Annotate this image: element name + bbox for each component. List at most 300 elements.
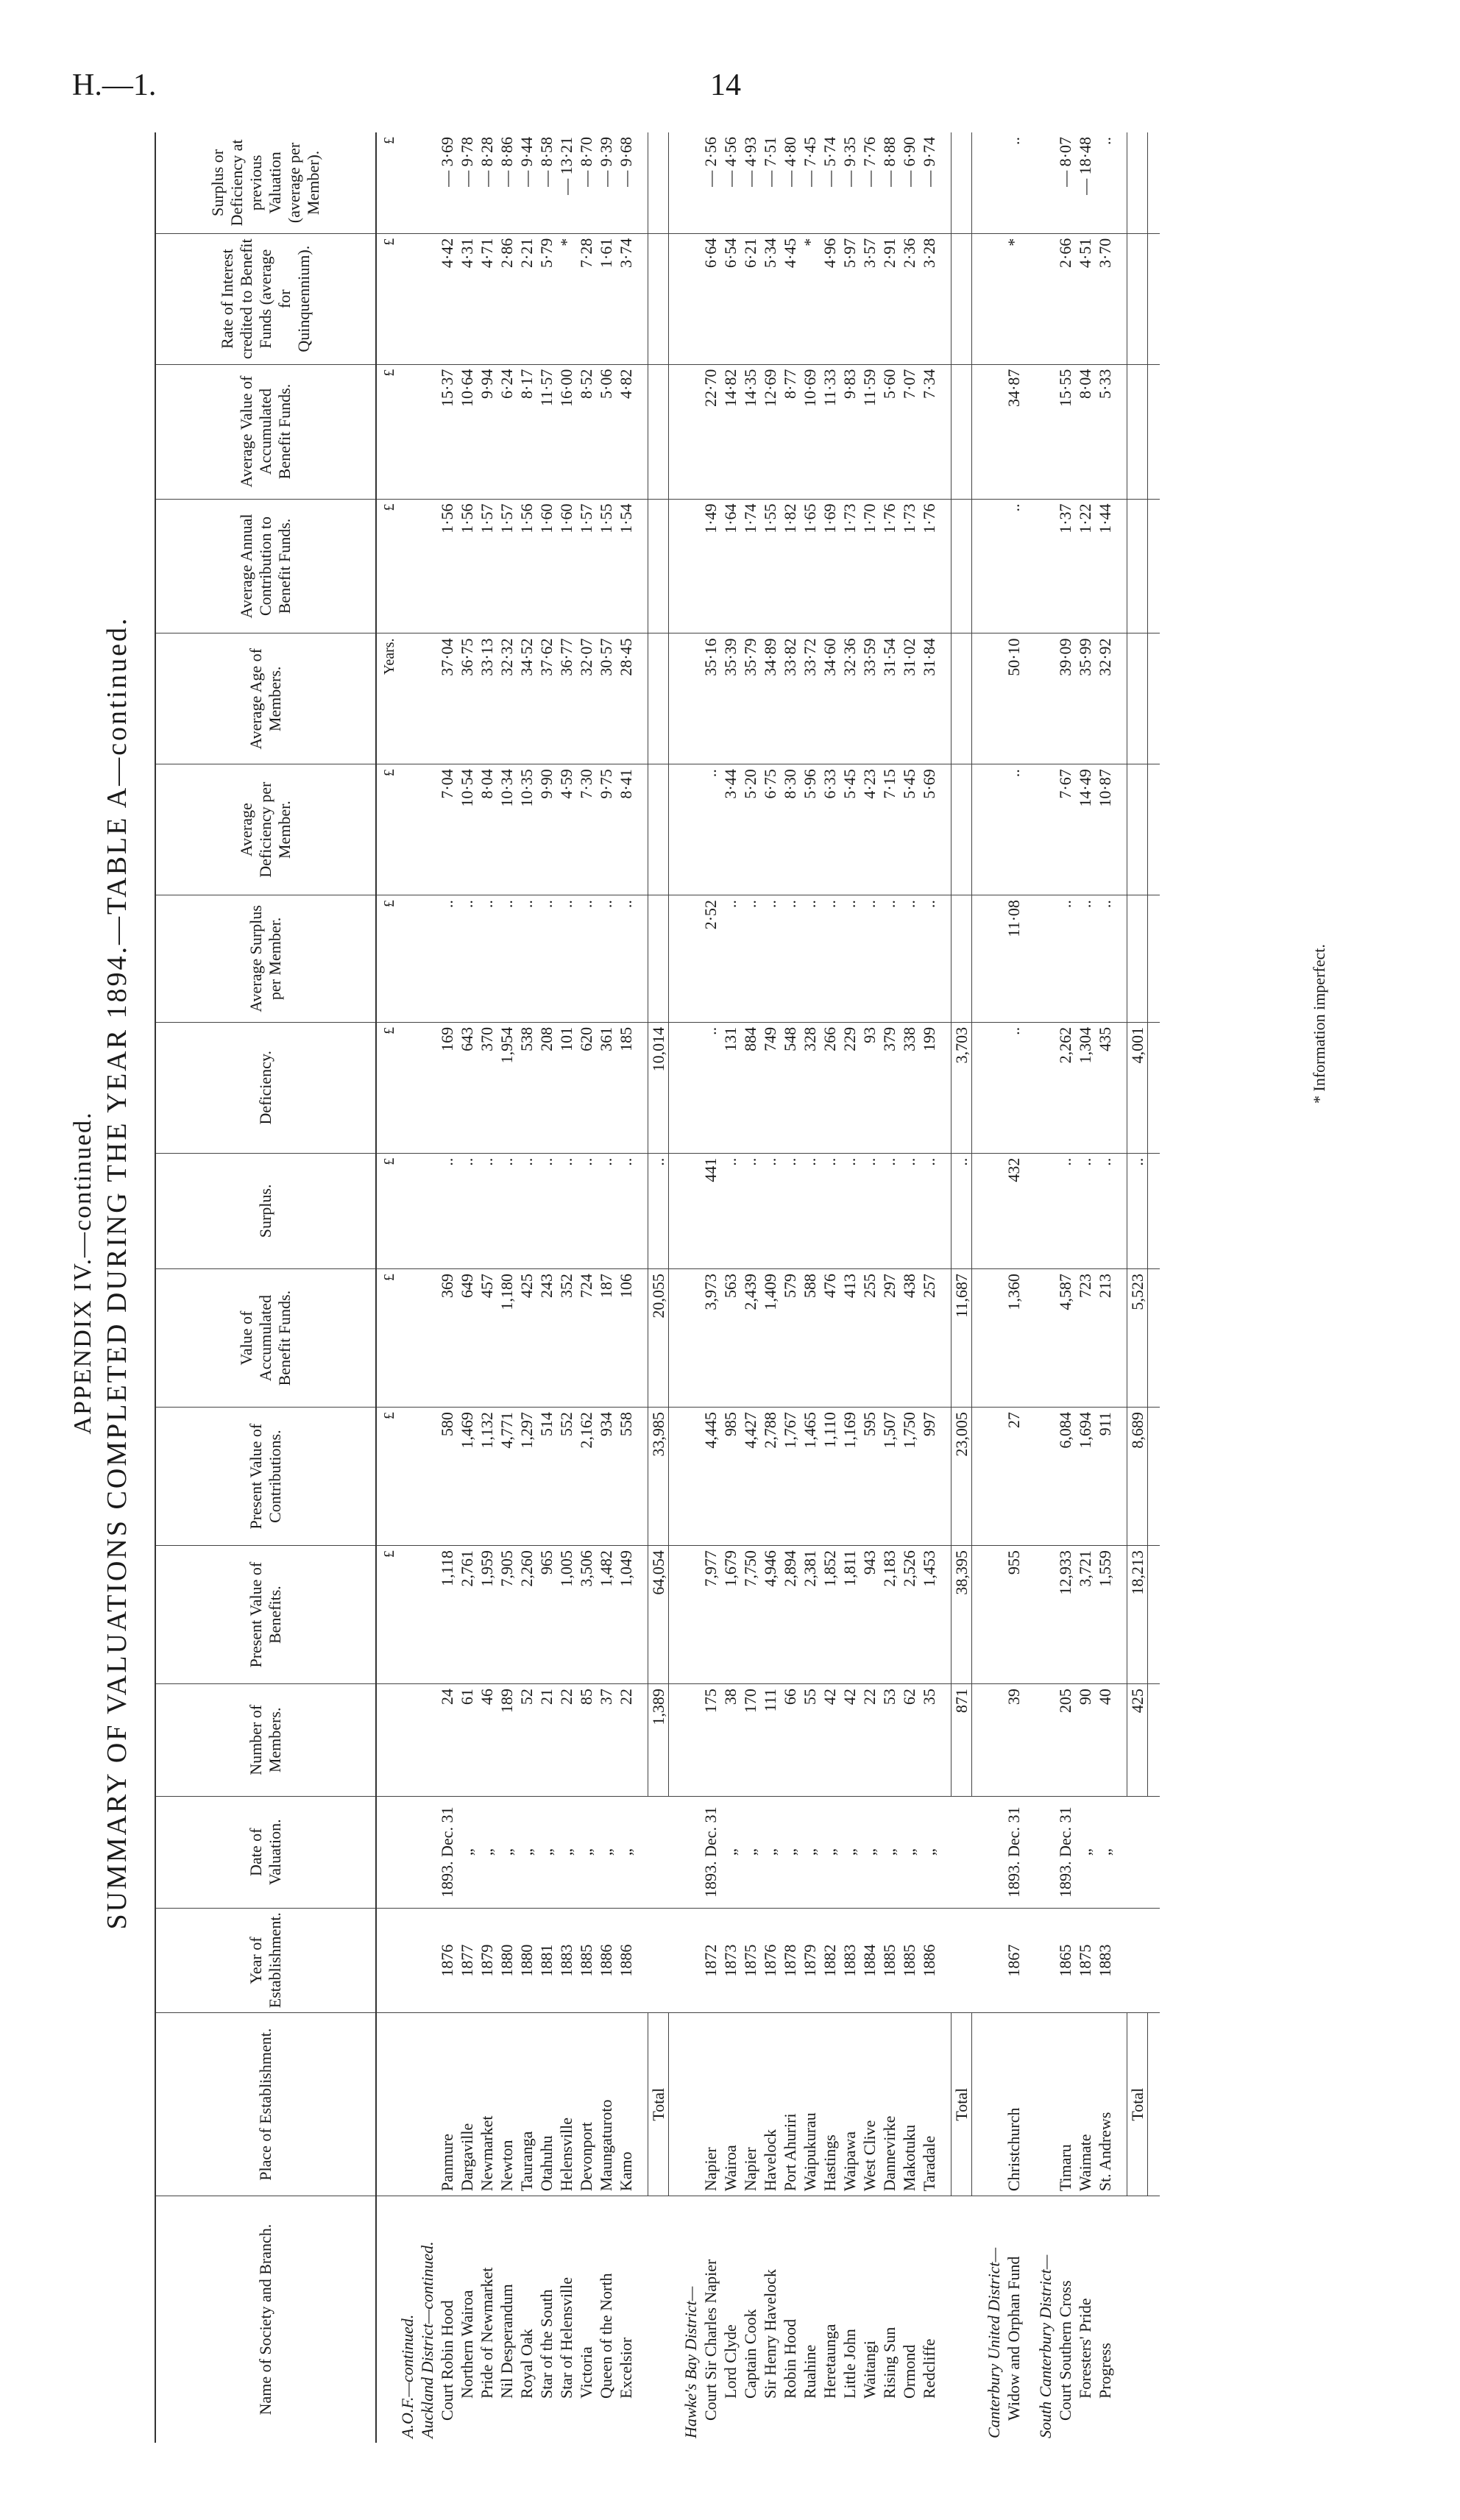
column-header: Average Value of Accumulated Benefit Funds. [155,364,376,499]
cell-surplus: .. [899,1153,919,1269]
cell-surplus: .. [919,1153,939,1269]
cell-surplus: .. [1055,1153,1075,1269]
cell-deficiency: 93 [860,1022,879,1153]
empty-cell [984,1408,1004,1546]
cell-place: Napier [701,2013,720,2196]
cell-name: Sir Henry Havelock [761,2269,779,2399]
empty-cell [669,1546,681,1684]
cell-deficiency: 1,954 [497,1022,517,1153]
cell-avg_surplus: .. [740,895,760,1023]
cell-age: 37·62 [536,633,556,764]
empty-cell [1035,364,1055,499]
table-row [437,132,457,2443]
appendix-title: APPENDIX IV.—continued. [69,1111,96,1435]
total-avg_surplus [1127,895,1148,1023]
cell-funds: 723 [1075,1269,1095,1408]
total-deficiency: 10,014 [648,1022,669,1153]
cell-avg_def: 8·04 [477,764,497,895]
cell-funds: 4,587 [1055,1269,1075,1408]
cell-benefits: 1,005 [556,1546,576,1684]
empty-cell [681,1908,701,2012]
cell-annual: 1·37 [1055,499,1075,633]
total-avg_def [648,764,669,895]
empty-cell [417,1684,437,1796]
cell-place: Port Ahuriri [780,2013,800,2196]
cell-name: Nil Desperandum [497,2284,516,2399]
cell-year: 1872 [701,1908,720,2012]
cell-deficiency: 199 [919,1022,939,1153]
cell-rate: 4·31 [457,233,477,364]
empty-cell [1115,1684,1127,1796]
empty-cell [939,2013,952,2196]
cell-members: 37 [596,1684,616,1796]
column-header: Year of Establishment. [155,1908,376,2012]
empty-cell [1148,1022,1160,1153]
empty-cell [636,1408,648,1546]
cell-avg_def: 4·23 [860,764,879,895]
cell-prev: — 8·07 [1055,132,1075,233]
empty-cell [939,633,952,764]
cell-contrib: 1,507 [879,1408,899,1546]
table-row [720,132,740,2443]
cell-annual: 1·69 [820,499,840,633]
cell-surplus: .. [780,1153,800,1269]
empty-cell [636,895,648,1023]
cell-avg_surplus: .. [1095,895,1115,1023]
cell-rate: 6·21 [740,233,760,364]
cell-annual: 1·65 [800,499,820,633]
cell-surplus: .. [740,1153,760,1269]
total-surplus: .. [952,1153,972,1269]
cell-place: West Clive [860,2013,879,2196]
empty-cell [636,2013,648,2196]
cell-deficiency: 229 [840,1022,860,1153]
total-place: Total [952,2013,972,2196]
empty-cell [972,2013,985,2196]
cell-contrib: 1,465 [800,1408,820,1546]
cell-funds: 297 [879,1269,899,1408]
cell-name: Court Sir Charles Napier [701,2259,720,2421]
cell-prev: — 5·74 [820,132,840,233]
cell-annual: 1·56 [457,499,477,633]
cell-contrib: 580 [437,1408,457,1546]
table-row [740,132,760,2443]
cell-age: 32·36 [840,633,860,764]
cell-rate: 2·21 [517,233,536,364]
empty-cell [636,1269,648,1408]
table-row [701,132,720,2443]
cell-place: Waipawa [840,2013,860,2196]
spacer-row [972,132,985,2443]
cell-surplus: .. [536,1153,556,1269]
empty-cell [417,1408,437,1546]
cell-prev: — 8·58 [536,132,556,233]
cell-year: 1883 [1095,1908,1115,2012]
cell-acc: 4·82 [616,364,636,499]
cell-prev: — 9·35 [840,132,860,233]
unit-cell: £ [376,895,397,1023]
empty-cell [1024,2196,1035,2443]
cell-rate: 2·66 [1055,233,1075,364]
empty-cell [669,2013,681,2196]
total-row [1127,132,1148,2443]
total-year [1127,1908,1148,2012]
cell-deficiency: 266 [820,1022,840,1153]
cell-prev: — 2·56 [701,132,720,233]
empty-cell [1035,1022,1055,1153]
empty-cell [972,1408,985,1546]
empty-cell [939,1153,952,1269]
cell-prev: — 8·88 [879,132,899,233]
cell-benefits: 2,526 [899,1546,919,1684]
total-annual [648,499,669,633]
empty-cell [1024,895,1035,1023]
cell-members: 42 [820,1684,840,1796]
empty-cell [636,1546,648,1684]
cell-benefits: 1,482 [596,1546,616,1684]
cell-contrib: 1,110 [820,1408,840,1546]
cell-deficiency: 548 [780,1022,800,1153]
cell-avg_def: 10·54 [457,764,477,895]
cell-prev: — 18·48 [1075,132,1095,233]
cell-name: Foresters' Pride [1076,2298,1094,2399]
cell-annual: .. [1004,499,1024,633]
total-funds: 20,055 [648,1269,669,1408]
column-header: Date of Valuation. [155,1796,376,1908]
cell-avg_def: 5·20 [740,764,760,895]
cell-year: 1873 [720,1908,740,2012]
cell-avg_surplus: .. [616,895,636,1023]
empty-cell [417,1022,437,1153]
cell-acc: 9·94 [477,364,497,499]
empty-cell [397,233,417,364]
empty-cell [1024,1153,1035,1269]
cell-avg_surplus: .. [1055,895,1075,1023]
cell-avg_def: 8·41 [616,764,636,895]
cell-year: 1881 [536,1908,556,2012]
empty-cell [1148,233,1160,364]
empty-cell [397,1546,417,1684]
cell-place: Hastings [820,2013,840,2196]
empty-cell [669,499,681,633]
cell-members: 24 [437,1684,457,1796]
cell-deficiency: 169 [437,1022,457,1153]
cell-name: Heretaunga [821,2324,839,2399]
cell-avg_surplus: .. [820,895,840,1023]
cell-benefits: 1,118 [437,1546,457,1684]
cell-avg_surplus: .. [879,895,899,1023]
district-title: Canterbury United District— [985,2247,1003,2438]
empty-cell [972,1684,985,1796]
cell-annual: 1·76 [919,499,939,633]
empty-cell [1024,1546,1035,1684]
cell-surplus: .. [720,1153,740,1269]
cell-deficiency: 884 [740,1022,760,1153]
column-header: Present Value of Contributions. [155,1408,376,1546]
cell-annual: 1·82 [780,499,800,633]
cell-date: „ [457,1796,477,1908]
empty-cell [1035,764,1055,895]
cell-age: 36·75 [457,633,477,764]
cell-acc: 22·70 [701,364,720,499]
cell-acc: 34·87 [1004,364,1024,499]
cell-prev: — 7·51 [760,132,780,233]
empty-cell [636,1908,648,2012]
total-age [952,633,972,764]
cell-acc: 5·06 [596,364,616,499]
total-year [952,1908,972,2012]
cell-benefits: 12,933 [1055,1546,1075,1684]
empty-cell [984,132,1004,233]
cell-surplus: .. [800,1153,820,1269]
cell-surplus: .. [860,1153,879,1269]
empty-cell [1115,2013,1127,2196]
cell-place: Kamo [616,2013,636,2196]
cell-funds: 425 [517,1269,536,1408]
cell-members: 22 [556,1684,576,1796]
total-prev [1127,132,1148,233]
empty-cell [397,364,417,499]
total-deficiency: 3,703 [952,1022,972,1153]
column-header: Average Annual Contribution to Benefit Funds. [155,499,376,633]
cell-year: 1882 [820,1908,840,2012]
cell-deficiency: 2,262 [1055,1022,1075,1153]
cell-benefits: 2,894 [780,1546,800,1684]
cell-date: 1893. Dec. 31 [1004,1796,1024,1908]
cell-acc: 8·04 [1075,364,1095,499]
cell-name: Rising Sun [880,2326,899,2399]
empty-cell [1148,1546,1160,1684]
cell-funds: 3,973 [701,1269,720,1408]
cell-rate: 1·61 [596,233,616,364]
column-header: Surplus or Deficiency at previous Valuation (average per Member). [155,132,376,233]
cell-age: 34·52 [517,633,536,764]
cell-name: Star of Helensville [557,2277,575,2399]
cell-acc: 11·33 [820,364,840,499]
cell-contrib: 1,767 [780,1408,800,1546]
cell-name: Widow and Orphan Fund [1004,2256,1023,2421]
table-row [596,132,616,2443]
cell-surplus: .. [517,1153,536,1269]
empty-cell [984,633,1004,764]
cell-benefits: 955 [1004,1546,1024,1684]
cell-acc: 5·60 [879,364,899,499]
cell-prev: — 9·74 [919,132,939,233]
empty-cell [1148,1684,1160,1796]
empty-cell [681,499,701,633]
total-year [648,1908,669,2012]
cell-annual: 1·76 [879,499,899,633]
table-row [457,132,477,2443]
cell-avg_def: 4·59 [556,764,576,895]
cell-members: 55 [800,1684,820,1796]
total-annual [1127,499,1148,633]
cell-rate: * [1004,233,1024,364]
cell-funds: 457 [477,1269,497,1408]
cell-rate: 5·97 [840,233,860,364]
cell-acc: 11·57 [536,364,556,499]
cell-deficiency: .. [701,1022,720,1153]
cell-year: 1865 [1055,1908,1075,2012]
cell-date: 1893. Dec. 31 [437,1796,457,1908]
empty-cell [417,1269,437,1408]
cell-rate: 2·91 [879,233,899,364]
cell-members: 39 [1004,1684,1024,1796]
cell-age: 31·54 [879,633,899,764]
cell-place: Newton [497,2013,517,2196]
cell-funds: 476 [820,1269,840,1408]
total-row [648,132,669,2443]
empty-cell [681,233,701,364]
cell-surplus: .. [1095,1153,1115,1269]
empty-cell [984,2013,1004,2196]
cell-acc: 6·24 [497,364,517,499]
empty-cell [636,2196,648,2443]
empty-cell [1035,499,1055,633]
cell-prev: — 8·86 [497,132,517,233]
cell-place: Tauranga [517,2013,536,2196]
cell-avg_surplus: .. [760,895,780,1023]
empty-cell [681,364,701,499]
cell-place: Otahuhu [536,2013,556,2196]
total-prev [952,132,972,233]
cell-place: Taradale [919,2013,939,2196]
total-name [648,2196,669,2443]
empty-cell [939,1684,952,1796]
empty-cell [417,764,437,895]
cell-age: 31·02 [899,633,919,764]
table-row [1004,132,1024,2443]
cell-age: 39·09 [1055,633,1075,764]
empty-cell [1035,1796,1055,1908]
empty-cell [669,2196,681,2443]
total-age [1127,633,1148,764]
cell-rate: 3·74 [616,233,636,364]
cell-name: Queen of the North [597,2273,615,2399]
total-benefits: 38,395 [952,1546,972,1684]
cell-annual: 1·64 [720,499,740,633]
table-row [840,132,860,2443]
rotated-page-content [59,96,1354,2450]
empty-cell [636,132,648,233]
cell-surplus: .. [457,1153,477,1269]
empty-cell [397,1022,417,1153]
total-rate [648,233,669,364]
total-row [952,132,972,2443]
unit-cell: £ [376,364,397,499]
cell-acc: 10·64 [457,364,477,499]
cell-year: 1879 [800,1908,820,2012]
cell-prev: — 7·45 [800,132,820,233]
empty-cell [1024,499,1035,633]
empty-cell [1024,364,1035,499]
cell-surplus: .. [760,1153,780,1269]
empty-cell [669,1408,681,1546]
empty-cell [1148,1269,1160,1408]
cell-benefits: 3,721 [1075,1546,1095,1684]
empty-cell [681,1796,701,1908]
unit-cell: £ [376,132,397,233]
empty-cell [972,1022,985,1153]
cell-date: „ [1075,1796,1095,1908]
column-headers [155,132,376,2443]
cell-prev: — 3·69 [437,132,457,233]
column-header: Average Surplus per Member. [155,895,376,1023]
cell-year: 1877 [457,1908,477,2012]
spacer-row [1115,132,1127,2443]
total-date [952,1796,972,1908]
cell-year: 1879 [477,1908,497,2012]
empty-cell [1115,1153,1127,1269]
cell-prev: — 8·28 [477,132,497,233]
cell-date: „ [919,1796,939,1908]
empty-cell [984,1546,1004,1684]
cell-funds: 369 [437,1269,457,1408]
table-row [1095,132,1115,2443]
district-title: Auckland District—continued. [418,2241,436,2438]
cell-prev: .. [1095,132,1115,233]
cell-deficiency: 131 [720,1022,740,1153]
cell-avg_def: 10·35 [517,764,536,895]
cell-avg_def: 9·75 [596,764,616,895]
table-row [899,132,919,2443]
total-annual [952,499,972,633]
cell-year: 1883 [840,1908,860,2012]
cell-date: „ [820,1796,840,1908]
cell-date: 1893. Dec. 31 [701,1796,720,1908]
cell-age: 35·79 [740,633,760,764]
empty-cell [972,633,985,764]
cell-avg_surplus: .. [477,895,497,1023]
cell-deficiency: 643 [457,1022,477,1153]
cell-funds: 2,439 [740,1269,760,1408]
cell-place: Timaru [1055,2013,1075,2196]
empty-cell [972,132,985,233]
cell-benefits: 7,977 [701,1546,720,1684]
cell-deficiency: 538 [517,1022,536,1153]
cell-place: Makotuku [899,2013,919,2196]
empty-cell [669,895,681,1023]
cell-rate: 3·28 [919,233,939,364]
cell-acc: 14·35 [740,364,760,499]
district-title: South Canterbury District— [1036,2254,1055,2438]
empty-cell [417,633,437,764]
cell-funds: 649 [457,1269,477,1408]
cell-name: Ormond [900,2344,918,2399]
table-row [477,132,497,2443]
empty-cell [397,1796,417,1908]
cell-date: „ [879,1796,899,1908]
cell-date: „ [780,1796,800,1908]
cell-surplus: .. [1075,1153,1095,1269]
cell-members: 22 [860,1684,879,1796]
cell-annual: 1·55 [596,499,616,633]
cell-avg_surplus: .. [720,895,740,1023]
cell-contrib: 997 [919,1408,939,1546]
spacer-row [1024,132,1035,2443]
cell-year: 1885 [899,1908,919,2012]
cell-rate: 4·45 [780,233,800,364]
empty-cell [972,364,985,499]
cell-date: „ [899,1796,919,1908]
empty-cell [1024,1908,1035,2012]
column-header: Place of Establishment. [155,2013,376,2196]
empty-cell [1024,233,1035,364]
empty-cell [397,132,417,233]
cell-age: 37·04 [437,633,457,764]
empty-cell [1148,499,1160,633]
valuations-table [155,132,1160,2443]
